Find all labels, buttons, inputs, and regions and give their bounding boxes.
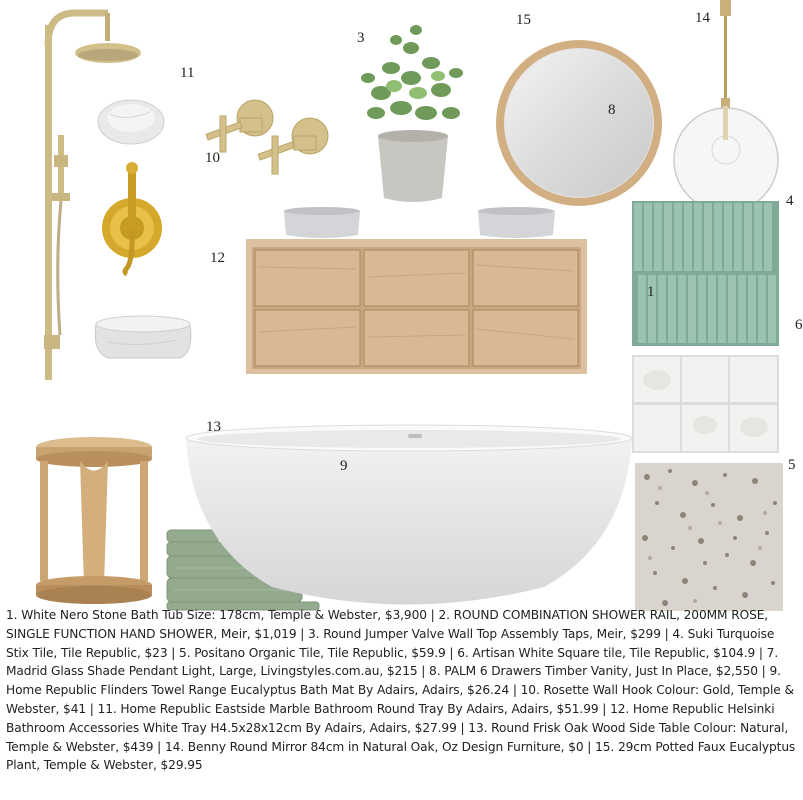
timber-vanity-image: [244, 207, 589, 377]
label-4: 4: [786, 193, 794, 209]
oak-side-table-image: [32, 435, 157, 615]
positano-organic-tile-image: [635, 463, 783, 611]
label-14: 14: [695, 10, 710, 26]
label-9: 9: [340, 458, 348, 474]
label-5: 5: [788, 457, 796, 473]
artisan-white-square-tile-image: [632, 355, 779, 453]
turquoise-stix-tile-image: [632, 201, 779, 346]
label-6: 6: [795, 317, 803, 333]
round-oak-mirror-image: [493, 37, 665, 209]
marble-oval-tray-image: [88, 312, 198, 364]
glass-pendant-light-image: [670, 0, 785, 215]
potted-eucalyptus-plant-image: [356, 18, 471, 208]
product-list-caption: 1. White Nero Stone Bath Tub Size: 178cm, Temple & Webster, $3,900 | 2. ROUND COMBINATION SHOWER RAIL, 200MM ROSE, SINGLE FUNCTION HAND SHOWER, Meir, $1,019 | 3. Round Jumper Valve Wall Top Assembly Taps, Meir, $299 | 4. Suki Turquoise Stix Tile, Tile Republic, $23 | 5. Positano Organic Tile, Tile Republic, $59.9 | 6. Artisan White Square tile, Tile Republic, $104.9 | 7. Madrid Glass Shade Pendant Light, Large, Livingstyles.com.au, $215 | 8. PALM 6 Drawers Timber Vanity, Just In Place, $2,550 | 9. Home Republic Flinders Towel Range Eucalyptus Bath Mat By Adairs, Adairs, $26.24 | 10. Rosette Wall Hook Colour: Gold, Temple & Webster, $41 | 11. Home Republic Eastside Marble Bathroom Round Tray By Adairs, Adairs, $51.99 | 12. Home Republic Helsinki Bathroom Accessories White Tray H4.5x28x12cm By Adairs, Adairs, $27.99 | 13. Round Frisk Oak Wood Side Table Colour: Natural, Temple & Webster, $439 | 14. Benny Round Mirror 84cm in Natural Oak, Oz Design Furniture, $0 | 15. 29cm Potted Faux Eucalyptus Plant, Temple & Webster, $29.95: [6, 608, 796, 773]
label-12: 12: [210, 250, 225, 266]
label-1: 1: [647, 284, 655, 300]
label-11: 11: [180, 65, 195, 81]
label-13: 13: [206, 419, 221, 435]
label-3: 3: [357, 30, 365, 46]
wall-top-taps-image: [200, 98, 340, 188]
label-8: 8: [608, 102, 616, 118]
stone-bath-tub-image: [182, 422, 634, 607]
label-10: 10: [205, 150, 220, 166]
rosette-wall-hook-image: [97, 160, 169, 280]
label-15: 15: [516, 12, 531, 28]
marble-round-tray-image: [95, 92, 167, 147]
